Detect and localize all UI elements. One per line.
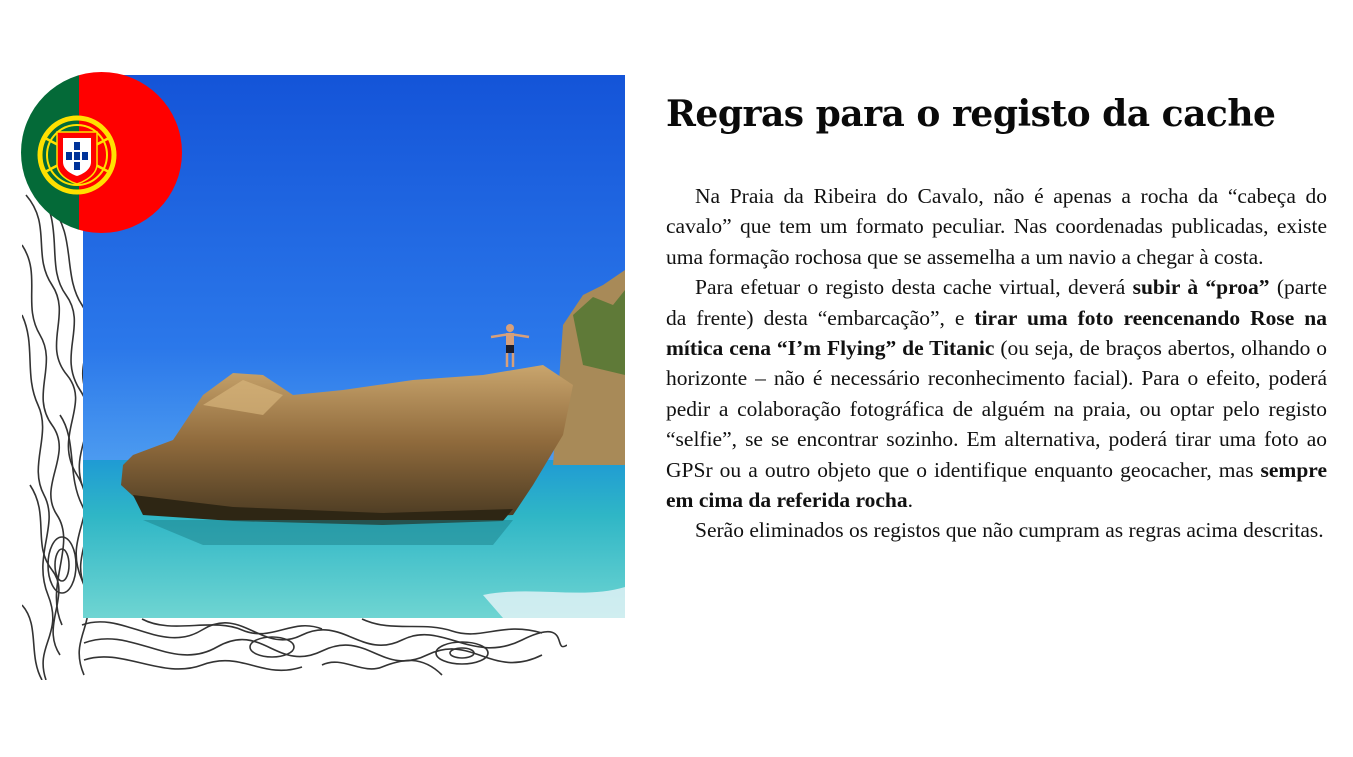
bold-text: tirar uma foto reencenando Rose na mítica cena “I’m Flying” de Titanic <box>666 305 1327 361</box>
bold-text: subir à “proa” <box>1132 275 1270 300</box>
paragraph-instructions <box>666 272 1327 515</box>
portugal-flag-icon <box>21 72 182 233</box>
text-span: Serão eliminados os registos que não cumpram as regras acima descritas. <box>695 518 1324 543</box>
rules-text <box>666 181 1327 546</box>
text-span: Na Praia da Ribeira do Cavalo, não é apenas a rocha da “cabeça do cavalo” que tem um formato peculiar. Nas coordenadas publicadas, existe uma formação rochosa que se assemelha a um navio a chegar à costa. <box>666 184 1327 269</box>
paragraph-warning <box>666 515 1327 545</box>
text-span: . <box>907 488 913 513</box>
text-span: (parte da frente) desta “embarcação”, e <box>666 275 1327 330</box>
bold-text: sempre em cima da referida rocha <box>666 457 1327 513</box>
paragraph-intro <box>666 181 1327 272</box>
page-title: Regras para o registo da cache <box>666 93 1276 135</box>
text-span: (ou seja, de braços abertos, olhando o horizonte – não é necessário reconhecimento facial). Para o efeito, poderá pedir a colaboração fotográfica de alguém na praia, ou optar pelo registo “selfie”, se se encontrar sozinho. Em alternativa, poderá tirar uma foto ao GPSr ou a outro objeto que o identifique enquanto geocacher, mas <box>666 336 1327 482</box>
text-span: Para efetuar o registo desta cache virtual, deverá <box>695 275 1133 300</box>
